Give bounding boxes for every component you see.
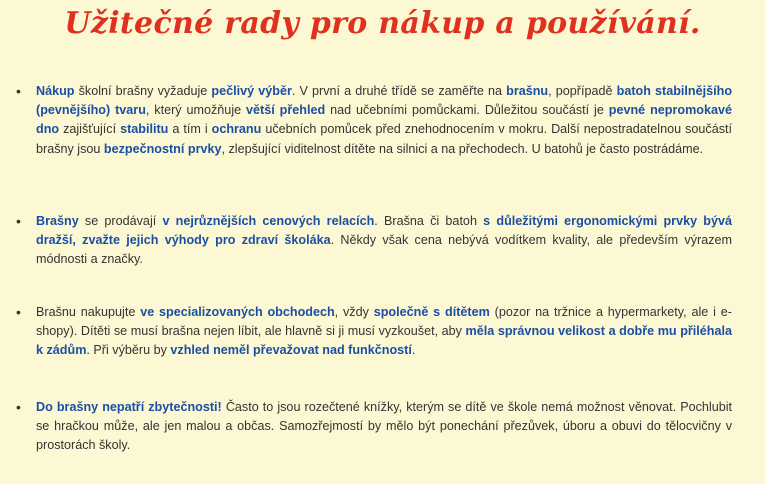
highlighted-text: společně s dítětem bbox=[373, 305, 490, 319]
highlighted-text: ve specializovaných obchodech bbox=[140, 305, 335, 319]
body-text: školní brašny vyžaduje bbox=[74, 84, 212, 98]
highlighted-text: vzhled neměl převažovat nad funkčností bbox=[170, 343, 412, 358]
body-text: a tím i bbox=[168, 122, 212, 137]
page-title: Užitečné rady pro nákup a používání. bbox=[64, 6, 701, 41]
highlighted-text: větší přehled bbox=[246, 103, 326, 118]
tip-text bbox=[36, 212, 732, 270]
body-text: . V první a druhé třídě se zaměřte na bbox=[291, 84, 507, 98]
highlighted-text: batoh stabilnějšího (pevnějšího) tvaru bbox=[36, 84, 733, 118]
highlighted-text: Nákup bbox=[36, 84, 75, 98]
tip-item bbox=[16, 212, 732, 270]
highlighted-text: stabilitu bbox=[120, 122, 169, 137]
tip-text bbox=[36, 303, 732, 361]
body-text: učebních pomůcek před znehodnocením v mokru. Další nepostradatelnou součástí brašny jsou bbox=[36, 122, 732, 156]
bullet-icon: • bbox=[16, 399, 21, 415]
highlighted-text: v nejrůznějších cenových relacích bbox=[162, 214, 375, 228]
body-text: nad učebními pomůckami. Důležitou součástí je bbox=[325, 103, 609, 118]
body-text: , popřípadě bbox=[548, 84, 617, 98]
highlighted-text: Brašny bbox=[36, 214, 79, 228]
highlighted-text: brašnu bbox=[506, 84, 549, 98]
bullet-icon: • bbox=[16, 213, 21, 229]
body-text: se prodávají bbox=[78, 214, 163, 228]
tip-item bbox=[16, 82, 732, 159]
body-text: (pozor na tržnice a hypermarkety, ale i e-shopy). Dítěti se musí brašna nejen líbit, ale hlavně si ji musí vyzkoušet, aby bbox=[36, 305, 732, 339]
tip-text bbox=[36, 398, 732, 456]
body-text: , vždy bbox=[334, 305, 374, 319]
highlighted-text: bezpečnostní prvky bbox=[103, 141, 222, 156]
body-text: . Brašna či batoh bbox=[374, 214, 484, 228]
tip-text bbox=[36, 82, 732, 159]
body-text: , zlepšující viditelnost dítěte na silnici a na přechodech. U batohů je často postrádáme. bbox=[221, 141, 704, 156]
bullet-icon: • bbox=[16, 83, 21, 99]
body-text: . Při výběru by bbox=[86, 343, 171, 358]
highlighted-text: Do brašny nepatří zbytečnosti! bbox=[36, 400, 222, 414]
body-text: , který umožňuje bbox=[145, 103, 247, 118]
body-text: Často to jsou rozečtené knížky, kterým se dítě ve škole nemá možnost věnovat. Pochlubit se hračkou může, ale jen malou a občas. Samozřejmostí by mělo být ponechání přezůvek, úboru a obuvi do tělocvičny v prostorách školy. bbox=[36, 400, 733, 453]
tip-item bbox=[16, 303, 732, 361]
highlighted-text: ochranu bbox=[211, 122, 262, 137]
body-text: zajišťující bbox=[59, 122, 121, 137]
body-text: Brašnu nakupujte bbox=[36, 305, 141, 319]
body-text: . bbox=[411, 343, 416, 358]
tip-item bbox=[16, 398, 732, 456]
highlighted-text: měla správnou velikost a dobře mu přiléhala k zádům bbox=[36, 324, 732, 358]
highlighted-text: pečlivý výběr bbox=[211, 84, 292, 98]
highlighted-text: s důležitými ergonomickými prvky bývá dražší, zvažte jejich výhody pro zdraví školáka bbox=[36, 214, 732, 248]
highlighted-text: pevné nepromokavé dno bbox=[36, 103, 732, 137]
bullet-icon: • bbox=[16, 304, 21, 320]
body-text: . Někdy však cena nebývá vodítkem kvality, ale především výrazem módnosti a značky. bbox=[36, 233, 732, 267]
